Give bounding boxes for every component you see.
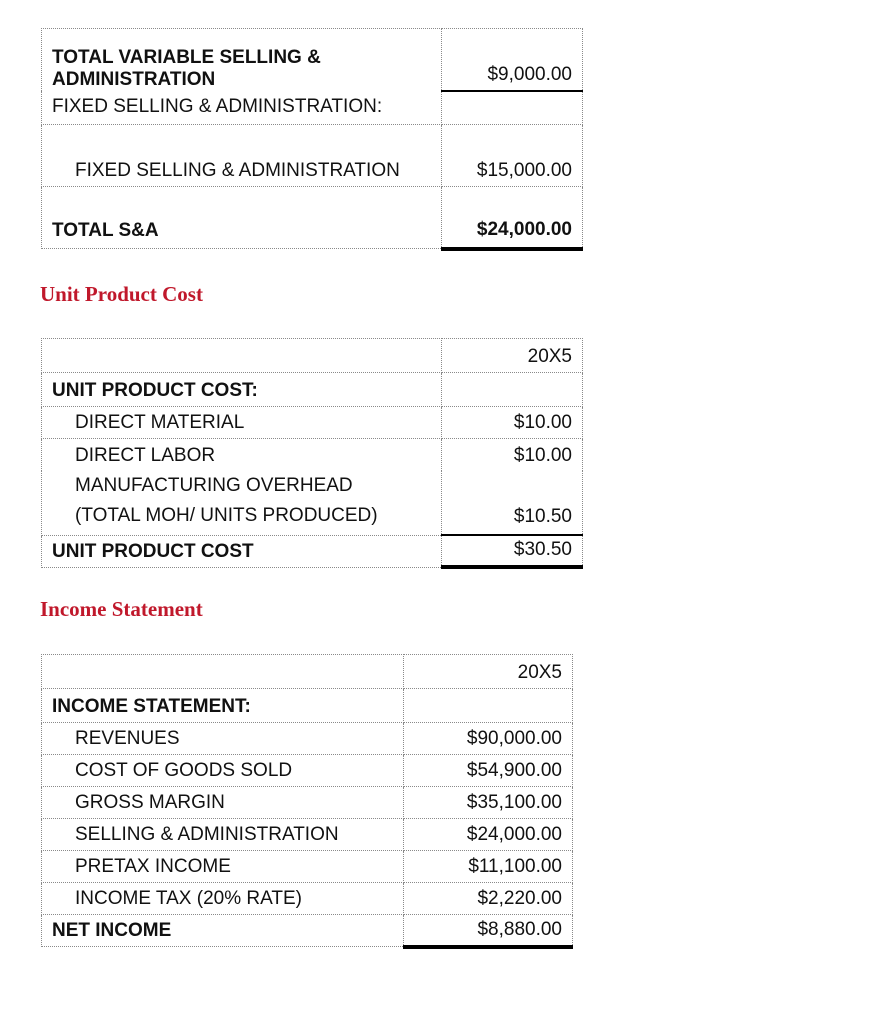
fixed-sa-header-value — [442, 91, 583, 125]
table-row — [42, 851, 573, 883]
unit-product-cost-table — [41, 338, 583, 569]
table-row — [42, 755, 573, 787]
net-income-value: $8,880.00 — [404, 915, 573, 947]
upc-year: 20X5 — [442, 339, 583, 373]
moh-label: MANUFACTURING OVERHEAD (TOTAL MOH/ UNITS PRODUCED) — [42, 471, 442, 536]
is-row-value: $35,100.00 — [404, 787, 573, 819]
upc-total-label: UNIT PRODUCT COST — [42, 535, 442, 567]
direct-material-label: DIRECT MATERIAL — [42, 407, 442, 439]
is-row-value: $11,100.00 — [404, 851, 573, 883]
is-header-value — [404, 689, 573, 723]
table-row — [42, 819, 573, 851]
fixed-sa-value: $15,000.00 — [442, 125, 583, 187]
direct-labor-label: DIRECT LABOR — [42, 439, 442, 471]
table-row — [42, 787, 573, 819]
is-row-value: $24,000.00 — [404, 819, 573, 851]
fixed-sa-label: FIXED SELLING & ADMINISTRATION — [42, 125, 442, 187]
total-variable-sa-label: TOTAL VARIABLE SELLING & ADMINISTRATION — [42, 29, 442, 91]
is-year-label-cell — [42, 655, 404, 689]
direct-material-value: $10.00 — [442, 407, 583, 439]
is-header: INCOME STATEMENT: — [42, 689, 404, 723]
is-row-label: GROSS MARGIN — [42, 787, 404, 819]
fixed-sa-header: FIXED SELLING & ADMINISTRATION: — [42, 91, 442, 125]
is-row-value: $54,900.00 — [404, 755, 573, 787]
total-sa-label: TOTAL S&A — [42, 187, 442, 249]
is-row-label: SELLING & ADMINISTRATION — [42, 819, 404, 851]
upc-header-value — [442, 373, 583, 407]
total-variable-sa-value: $9,000.00 — [442, 29, 583, 91]
unit-product-cost-heading: Unit Product Cost — [40, 282, 203, 306]
table-row — [42, 723, 573, 755]
is-row-label: INCOME TAX (20% RATE) — [42, 883, 404, 915]
moh-value: $10.50 — [442, 471, 583, 536]
sa-table — [41, 28, 583, 251]
is-row-label: REVENUES — [42, 723, 404, 755]
net-income-label: NET INCOME — [42, 915, 404, 947]
income-statement-heading: Income Statement — [40, 597, 203, 621]
is-row-label: COST OF GOODS SOLD — [42, 755, 404, 787]
upc-header: UNIT PRODUCT COST: — [42, 373, 442, 407]
is-row-label: PRETAX INCOME — [42, 851, 404, 883]
table-row — [42, 883, 573, 915]
income-statement-table — [41, 654, 573, 949]
upc-total-value: $30.50 — [442, 535, 583, 567]
is-row-value: $2,220.00 — [404, 883, 573, 915]
is-row-value: $90,000.00 — [404, 723, 573, 755]
is-year: 20X5 — [404, 655, 573, 689]
upc-year-label-cell — [42, 339, 442, 373]
direct-labor-value: $10.00 — [442, 439, 583, 471]
total-sa-value: $24,000.00 — [442, 187, 583, 249]
